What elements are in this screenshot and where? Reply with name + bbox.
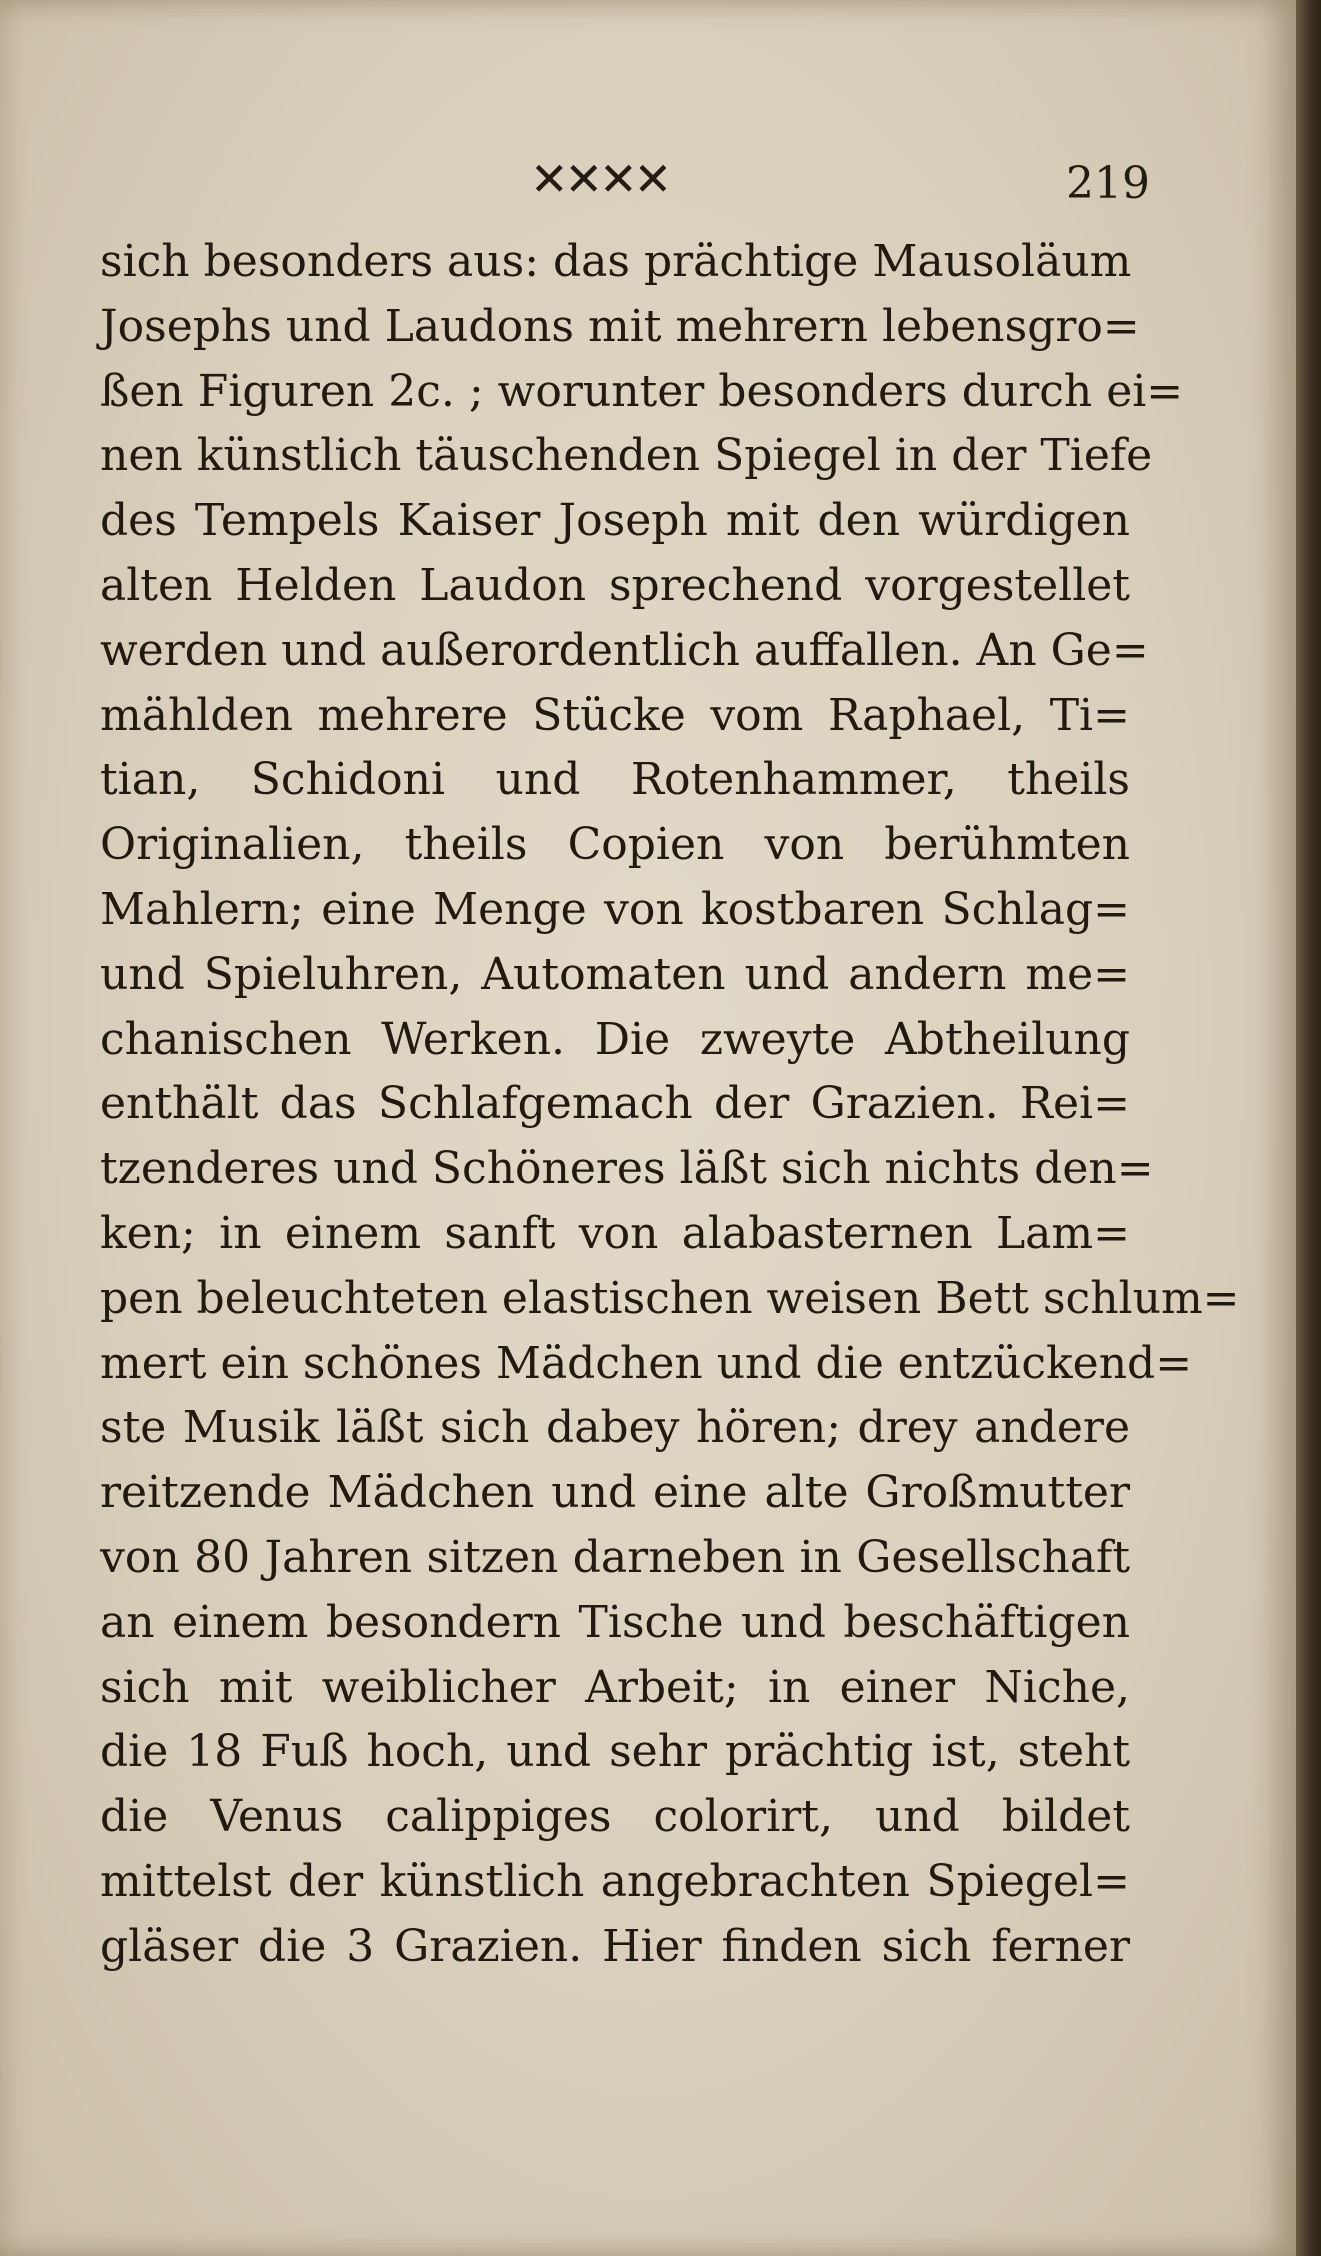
text-line: mittelst der künstlich angebrachten Spiegel= [100, 1855, 1130, 1907]
text-line: ste Musik läßt sich dabey hören; drey andere [100, 1402, 1130, 1454]
text-line: mert ein schönes Mädchen und die entzückend= [100, 1337, 1193, 1389]
text-line: tian, Schidoni und Rotenhammer, theils [100, 754, 1130, 806]
text-line: Originalien, theils Copien von berühmten [100, 819, 1130, 871]
text-line: die Venus calippiges colorirt, und bildet [100, 1791, 1130, 1843]
text-line: Mahlern; eine Menge von kostbaren Schlag= [100, 883, 1130, 935]
text-line: gläser die 3 Grazien. Hier finden sich ferner [100, 1920, 1130, 1972]
text-line: Josephs und Laudons mit mehrern lebensgro= [100, 300, 1140, 352]
header-ornament: ✕✕✕✕ [530, 152, 669, 206]
page-header [100, 150, 1150, 220]
text-line: die 18 Fuß hoch, und sehr prächtig ist, steht [100, 1726, 1130, 1778]
text-line: reitzende Mädchen und eine alte Großmutter [100, 1467, 1130, 1519]
page-number: 219 [1066, 158, 1150, 209]
text-line: enthält das Schlafgemach der Grazien. Rei= [100, 1078, 1130, 1130]
text-line: an einem besondern Tische und beschäftigen [100, 1596, 1130, 1648]
text-line: mählden mehrere Stücke vom Raphael, Ti= [100, 689, 1130, 741]
text-line: werden und außerordentlich auffallen. An Ge= [100, 624, 1149, 676]
text-line: ßen Figuren 2c. ; worunter besonders durch ei= [100, 365, 1184, 417]
text-line: sich mit weiblicher Arbeit; in einer Niche, [100, 1661, 1130, 1713]
page-edge-shadow [1296, 0, 1321, 2256]
text-line: nen künstlich täuschenden Spiegel in der Tiefe [100, 430, 1153, 482]
text-line: des Tempels Kaiser Joseph mit den würdigen [100, 495, 1130, 547]
text-line: chanischen Werken. Die zweyte Abtheilung [100, 1013, 1130, 1065]
text-line: ken; in einem sanft von alabasternen Lam= [100, 1207, 1130, 1259]
text-line: sich besonders aus: das prächtige Mausoläum [100, 236, 1132, 287]
text-line: tzenderes und Schöneres läßt sich nichts den= [100, 1143, 1154, 1195]
text-line: pen beleuchteten elastischen weisen Bett schlum= [100, 1272, 1240, 1324]
text-line: von 80 Jahren sitzen darneben in Gesellschaft [100, 1531, 1130, 1583]
text-line: und Spieluhren, Automaten und andern me= [100, 948, 1130, 1000]
body-text [100, 230, 1240, 1980]
text-line: alten Helden Laudon sprechend vorgestellet [100, 559, 1130, 611]
